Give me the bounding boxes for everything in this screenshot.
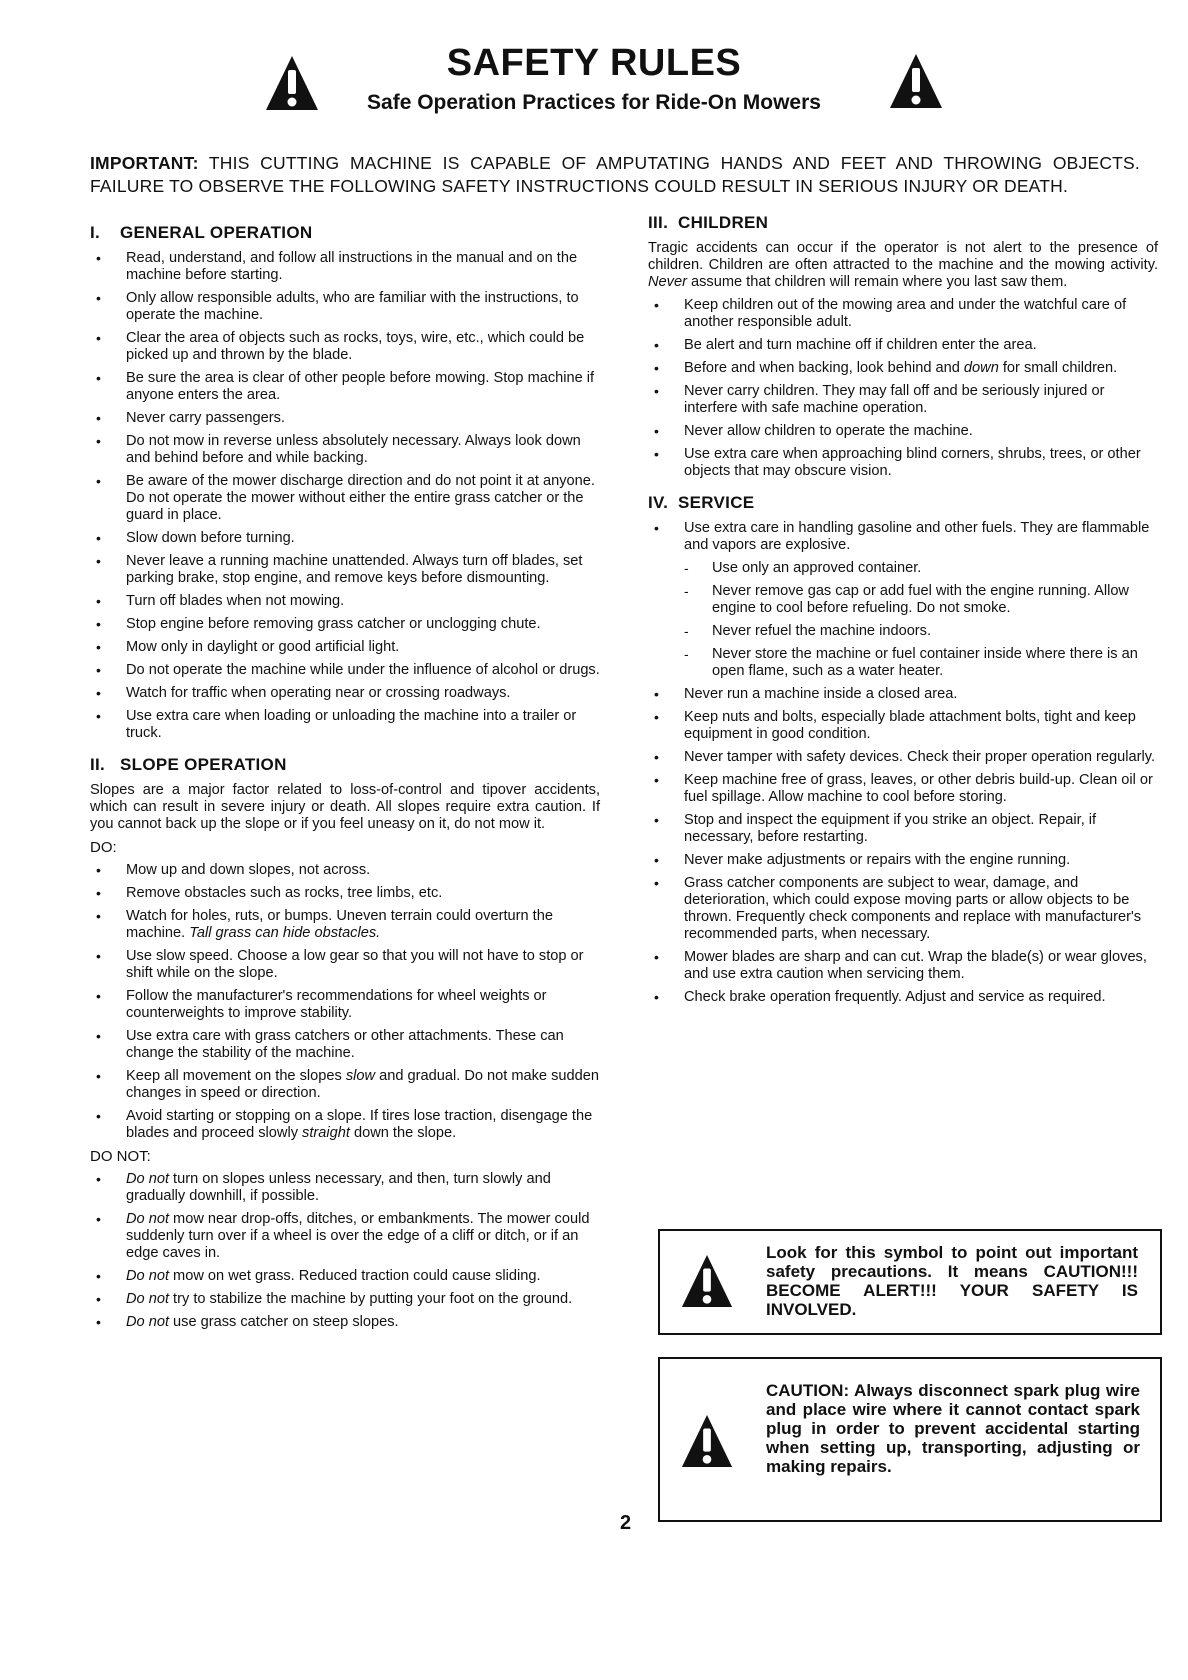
do-not-list <box>90 1171 600 1331</box>
page-header <box>0 42 1188 116</box>
list-item: • Do not mow near drop-offs, ditches, or embankments. The mower could suddenly turn over if a wheel is over the edge of a cliff or ditch, or if an edge caves in. <box>90 1211 600 1262</box>
list-item: • Watch for holes, ruts, or bumps. Uneven terrain could overturn the machine. Tall grass can hide obstacles. <box>90 908 600 942</box>
list-item: • Only allow responsible adults, who are familiar with the instructions, to operate the machine. <box>90 290 600 324</box>
list-item: • Avoid starting or stopping on a slope. If tires lose traction, disengage the blades and proceed slowly straight down the slope. <box>90 1108 600 1142</box>
general-rules-list <box>90 250 600 742</box>
do-not-label: DO NOT: <box>90 1148 151 1165</box>
section-number: IV. <box>648 493 669 512</box>
service-fuel-list <box>648 520 1158 554</box>
section-service <box>648 492 1158 1006</box>
section-heading <box>648 212 1158 234</box>
list-item: • Grass catcher components are subject to wear, damage, and deterioration, which could expose moving parts or allow objects to be thrown. Frequently check components and replace with manufacturer's recommended parts, when necessary. <box>648 875 1158 943</box>
list-item: • Never make adjustments or repairs with the engine running. <box>648 852 1158 869</box>
safety-symbol-notice-box <box>658 1229 1162 1335</box>
section-general-operation <box>90 222 600 742</box>
list-item: • Never leave a running machine unattended. Always turn off blades, set parking brake, stop engine, and remove keys before dismounting. <box>90 553 600 587</box>
list-item: - Never refuel the machine indoors. <box>680 623 1158 640</box>
list-item: • Do not mow on wet grass. Reduced traction could cause sliding. <box>90 1268 600 1285</box>
warning-triangle-icon <box>680 1253 734 1309</box>
list-item: • Keep all movement on the slopes slow and gradual. Do not make sudden changes in speed or direction. <box>90 1068 600 1102</box>
list-item: • Read, understand, and follow all instructions in the manual and on the machine before starting. <box>90 250 600 284</box>
section-number: II. <box>90 755 106 774</box>
caution-text: CAUTION: Always disconnect spark plug wire and place wire where it cannot contact spark plug in order to prevent accidental starting when setting up, transporting, adjusting or making repairs. <box>766 1381 1140 1476</box>
section-heading <box>90 754 600 776</box>
section-heading <box>90 222 600 244</box>
list-item: • Stop engine before removing grass catcher or unclogging chute. <box>90 616 600 633</box>
section-children <box>648 212 1158 480</box>
list-item: • Use extra care with grass catchers or other attachments. These can change the stability of the machine. <box>90 1028 600 1062</box>
section-title: GENERAL OPERATION <box>120 223 313 242</box>
list-item: • Remove obstacles such as rocks, tree limbs, etc. <box>90 885 600 902</box>
page-title: SAFETY RULES <box>446 42 742 84</box>
children-intro: Tragic accidents can occur if the operator is not alert to the presence of children. Children are often attracted to the machine and the mowing activity. Never assume that children will remain where you last saw them. <box>648 240 1158 290</box>
list-item: • Use extra care when approaching blind corners, shrubs, trees, or other objects that may obscure vision. <box>648 446 1158 480</box>
section-slope-operation <box>90 754 600 1331</box>
slope-intro: Slopes are a major factor related to loss-of-control and tipover accidents, which can result in severe injury or death. All slopes require extra caution. If you cannot back up the slope or if you feel uneasy on it, do not mow it. <box>90 782 600 832</box>
section-number: I. <box>90 223 101 242</box>
list-item: • Mow up and down slopes, not across. <box>90 862 600 879</box>
list-item: • Stop and inspect the equipment if you strike an object. Repair, if necessary, before restarting. <box>648 812 1158 846</box>
list-item: • Keep machine free of grass, leaves, or other debris build-up. Clean oil or fuel spillage. Allow machine to cool before storing. <box>648 772 1158 806</box>
list-item: • Do not mow in reverse unless absolutely necessary. Always look down and behind before and while backing. <box>90 433 600 467</box>
do-list <box>90 862 600 1142</box>
warning-triangle-icon <box>888 52 944 110</box>
service-rules-list <box>648 686 1158 1006</box>
list-item: • Never allow children to operate the machine. <box>648 423 1158 440</box>
section-heading <box>648 492 1158 514</box>
list-item: • Do not try to stabilize the machine by putting your foot on the ground. <box>90 1291 600 1308</box>
page-number: 2 <box>620 1512 632 1534</box>
page-subtitle: Safe Operation Practices for Ride-On Mowers <box>367 91 821 114</box>
section-number: III. <box>648 213 669 232</box>
do-label: DO: <box>90 839 117 856</box>
important-label: IMPORTANT: <box>90 153 199 173</box>
list-item: • Do not turn on slopes unless necessary, and then, turn slowly and gradually downhill, if possible. <box>90 1171 600 1205</box>
left-column <box>90 222 600 1343</box>
important-notice <box>90 152 1140 198</box>
list-item: • Mow only in daylight or good artificial light. <box>90 639 600 656</box>
important-text: THIS CUTTING MACHINE IS CAPABLE OF AMPUTATING HANDS AND FEET AND THROWING OBJECTS. FAILURE TO OBSERVE THE FOLLOWING SAFETY INSTRUCTIONS COULD RESULT IN SERIOUS INJURY OR DEATH. <box>90 153 1140 196</box>
list-item: • Turn off blades when not mowing. <box>90 593 600 610</box>
list-item: • Check brake operation frequently. Adjust and service as required. <box>648 989 1158 1006</box>
list-item: • Watch for traffic when operating near or crossing roadways. <box>90 685 600 702</box>
list-item: • Do not use grass catcher on steep slopes. <box>90 1314 600 1331</box>
list-item: • Keep nuts and bolts, especially blade attachment bolts, tight and keep equipment in good condition. <box>648 709 1158 743</box>
list-item: • Never carry children. They may fall off and be seriously injured or interfere with safe machine operation. <box>648 383 1158 417</box>
children-rules-list <box>648 297 1158 480</box>
section-title: CHILDREN <box>678 213 769 232</box>
section-title: SERVICE <box>678 493 755 512</box>
list-item: • Slow down before turning. <box>90 530 600 547</box>
list-item: • Clear the area of objects such as rocks, toys, wire, etc., which could be picked up and thrown by the blade. <box>90 330 600 364</box>
list-item: • Be aware of the mower discharge direction and do not point it at anyone. Do not operate the mower without either the entire grass catcher or the guard in place. <box>90 473 600 524</box>
list-item: • Use extra care in handling gasoline and other fuels. They are flammable and vapors are explosive. <box>648 520 1158 554</box>
list-item: - Use only an approved container. <box>680 560 1158 577</box>
list-item: • Use slow speed. Choose a low gear so that you will not have to stop or shift while on the slope. <box>90 948 600 982</box>
list-item: • Never run a machine inside a closed area. <box>648 686 1158 703</box>
warning-triangle-icon <box>680 1413 734 1469</box>
caution-box <box>658 1357 1162 1522</box>
list-item: • Do not operate the machine while under the influence of alcohol or drugs. <box>90 662 600 679</box>
list-item: • Follow the manufacturer's recommendations for wheel weights or counterweights to improve stability. <box>90 988 600 1022</box>
fuel-sub-list <box>648 560 1158 680</box>
list-item: • Be alert and turn machine off if children enter the area. <box>648 337 1158 354</box>
list-item: • Keep children out of the mowing area and under the watchful care of another responsible adult. <box>648 297 1158 331</box>
section-title: SLOPE OPERATION <box>120 755 287 774</box>
list-item: • Never tamper with safety devices. Check their proper operation regularly. <box>648 749 1158 766</box>
notice-text: Look for this symbol to point out important safety precautions. It means CAUTION!!! BECOME ALERT!!! YOUR SAFETY IS INVOLVED. <box>766 1243 1138 1319</box>
list-item: • Be sure the area is clear of other people before mowing. Stop machine if anyone enters the area. <box>90 370 600 404</box>
list-item: • Use extra care when loading or unloading the machine into a trailer or truck. <box>90 708 600 742</box>
list-item: • Never carry passengers. <box>90 410 600 427</box>
list-item: - Never store the machine or fuel container inside where there is an open flame, such as a water heater. <box>680 646 1158 680</box>
list-item: • Mower blades are sharp and can cut. Wrap the blade(s) or wear gloves, and use extra caution when servicing them. <box>648 949 1158 983</box>
right-column <box>648 212 1158 1018</box>
list-item: • Before and when backing, look behind and down for small children. <box>648 360 1158 377</box>
list-item: - Never remove gas cap or add fuel with the engine running. Allow engine to cool before refueling. Do not smoke. <box>680 583 1158 617</box>
